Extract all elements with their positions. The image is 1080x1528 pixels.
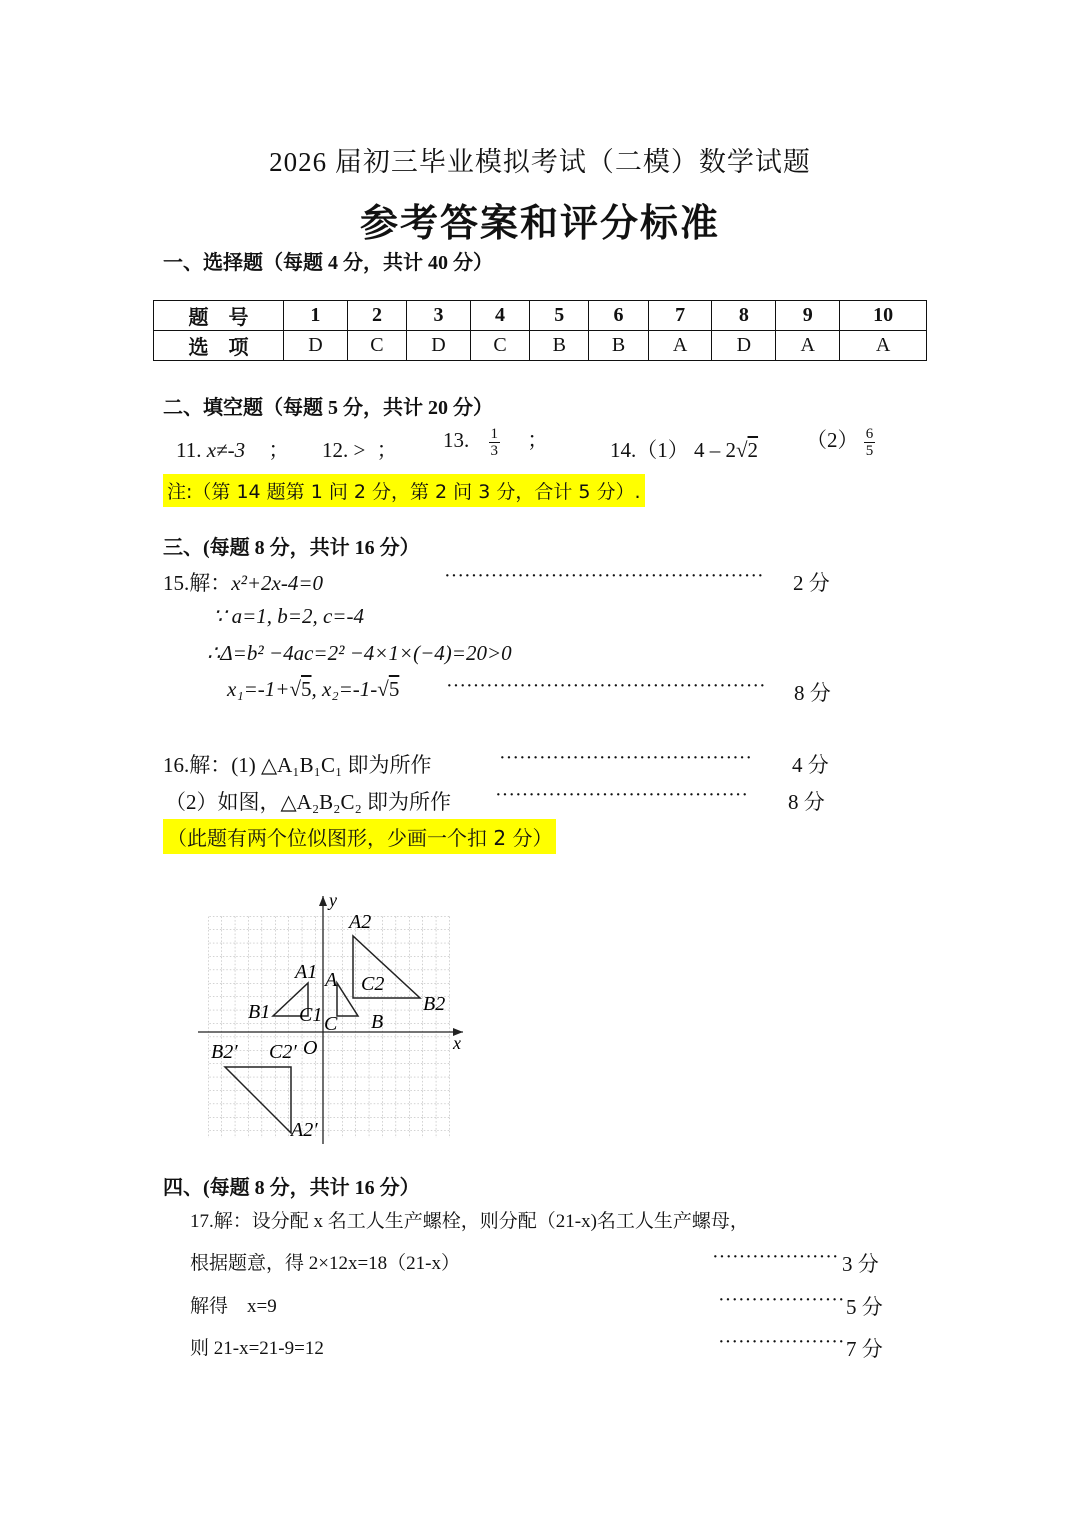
q15-score1: 2 分 [793, 571, 830, 595]
table-cell-answer: B [589, 331, 648, 361]
label-A2prime: A2′ [291, 1119, 318, 1141]
q14-label: 14.（1） [610, 438, 689, 462]
q15-line1 [163, 567, 323, 597]
table-cell-answer: C [470, 331, 529, 361]
table-cell-number: 3 [407, 301, 471, 331]
q14-numerator: 6 [865, 425, 874, 442]
q12-value: > [353, 438, 366, 462]
q15-score2: 8 分 [794, 681, 831, 705]
table-cell-answer: B [530, 331, 589, 361]
label-A: A [325, 969, 338, 991]
q15-discriminant: ∴Δ=b² −4ac=2² −4×1×(−4)=20>0 [207, 641, 512, 665]
table-cell-answer: D [712, 331, 776, 361]
table-cell-number: 4 [470, 301, 529, 331]
table-header-answer: 选 项 [154, 331, 284, 361]
q15-root-x1: x₁=-1+ [227, 677, 290, 701]
answer-table-number-row [154, 301, 927, 331]
q15-equation: x²+2x-4=0 [231, 571, 324, 595]
q15-dots1: ················································ [444, 565, 764, 587]
q11-label: 11. [176, 438, 202, 462]
q16-score1: 4 分 [792, 753, 829, 777]
q12-label: 12. [322, 438, 349, 462]
q13-denominator: 3 [490, 442, 498, 459]
table-cell-number: 6 [589, 301, 648, 331]
q12-separator: ； [376, 438, 398, 462]
q15-line2 [213, 604, 364, 629]
table-cell-answer: A [776, 331, 840, 361]
q17-score1: 3 分 [842, 1252, 879, 1276]
coordinate-figure [163, 886, 483, 1151]
section1-heading: 一、选择题（每题 4 分，共计 40 分） [163, 252, 493, 274]
label-A1: A1 [295, 961, 318, 983]
table-cell-number: 7 [648, 301, 712, 331]
label-B1: B1 [248, 1001, 271, 1023]
table-cell-answer: D [407, 331, 471, 361]
q15-line4 [227, 677, 399, 702]
table-cell-number: 8 [712, 301, 776, 331]
q15-radicand1: 5 [301, 677, 312, 701]
q14-answer-part1 [610, 434, 758, 464]
label-x: x [453, 1033, 461, 1053]
q14-label2: （2） [806, 428, 859, 452]
q11-separator: ； [268, 438, 290, 462]
table-cell-number: 5 [530, 301, 589, 331]
label-B2prime: B2′ [211, 1041, 238, 1063]
document-subtitle: 参考答案和评分标准 [359, 201, 720, 245]
label-y: y [329, 890, 337, 910]
sqrt-symbol: √ [377, 677, 389, 701]
q15-coefficients: ∵ a=1, b=2, c=-4 [213, 604, 364, 628]
answer-table [153, 300, 927, 361]
q14-value1: 4 – 2 [694, 438, 736, 462]
section4-heading: 四、(每题 8 分，共计 16 分） [163, 1177, 420, 1199]
q13-label: 13. [443, 428, 470, 452]
y-axis-arrow [319, 896, 327, 906]
q17-dots1: ··················· [712, 1246, 839, 1268]
q16-score2: 8 分 [788, 790, 825, 814]
label-C2: C2 [361, 973, 385, 995]
table-cell-number: 10 [840, 301, 927, 331]
label-B2: B2 [423, 993, 446, 1015]
sqrt-symbol: √ [736, 438, 748, 462]
q17-line1: 17.解：设分配 x 名工人生产螺栓，则分配（21-x)名工人生产螺母， [190, 1211, 749, 1232]
q17-line4: 则 21-x=21-9=12 [190, 1338, 324, 1359]
q14-fraction [864, 426, 876, 459]
table-cell-answer: C [347, 331, 406, 361]
q16-dots1: ······································ [499, 747, 753, 769]
q15-root-x2: , x₂=-1- [311, 677, 378, 701]
table-cell-number: 1 [284, 301, 348, 331]
table-cell-answer: A [840, 331, 927, 361]
answer-table-answer-row [154, 331, 927, 361]
document-title: 2026 届初三毕业模拟考试（二模）数学试题 [269, 147, 811, 177]
label-origin: O [303, 1037, 318, 1059]
table-cell-answer: A [648, 331, 712, 361]
table-cell-number: 9 [776, 301, 840, 331]
section3-heading: 三、(每题 8 分，共计 16 分） [163, 537, 420, 559]
label-C2prime: C2′ [269, 1041, 297, 1063]
q11-value: x≠-3 [206, 438, 246, 462]
q17-line2: 根据题意，得 2×12x=18（21-x） [190, 1253, 461, 1274]
q14-note-highlight: 注:（第 14 题第 1 问 2 分，第 2 问 3 分，合计 5 分）. [163, 474, 645, 507]
q14-answer-part2 [806, 424, 875, 459]
q17-line3: 解得 x=9 [190, 1296, 277, 1317]
table-header-number: 题 号 [154, 301, 284, 331]
table-cell-answer: D [284, 331, 348, 361]
q17-score2: 5 分 [846, 1295, 883, 1319]
q15-dots2: ················································ [446, 675, 766, 697]
q17-dots3: ··················· [718, 1331, 845, 1353]
sqrt-symbol: √ [289, 677, 301, 701]
q16-line1: 16.解：(1) △A₁B₁C₁ 即为所作 [163, 753, 432, 777]
q14-denominator: 5 [865, 442, 874, 459]
q13-separator: ； [527, 428, 549, 452]
q17-dots2: ··················· [718, 1289, 845, 1311]
label-C1: C1 [299, 1004, 323, 1026]
q13-fraction [489, 426, 501, 459]
section2-heading: 二、填空题（每题 5 分，共计 20 分） [163, 397, 493, 419]
q13-answer [443, 424, 548, 459]
q11-answer [176, 434, 289, 464]
q14-radicand: 2 [747, 438, 759, 462]
q16-line2: （2）如图，△A₂B₂C₂ 即为所作 [165, 790, 452, 814]
q13-numerator: 1 [490, 425, 498, 442]
label-A2: A2 [349, 911, 372, 933]
q16-dots2: ······································ [495, 784, 749, 806]
q15-radicand2: 5 [388, 677, 400, 701]
label-C: C [324, 1013, 338, 1035]
table-cell-number: 2 [347, 301, 406, 331]
q17-score3: 7 分 [846, 1337, 883, 1361]
q12-answer [322, 434, 398, 464]
q16-note-highlight: （此题有两个位似图形，少画一个扣 2 分） [163, 819, 556, 854]
label-B: B [371, 1011, 384, 1033]
q15-line3 [207, 641, 512, 666]
q15-label: 15.解： [163, 571, 232, 595]
